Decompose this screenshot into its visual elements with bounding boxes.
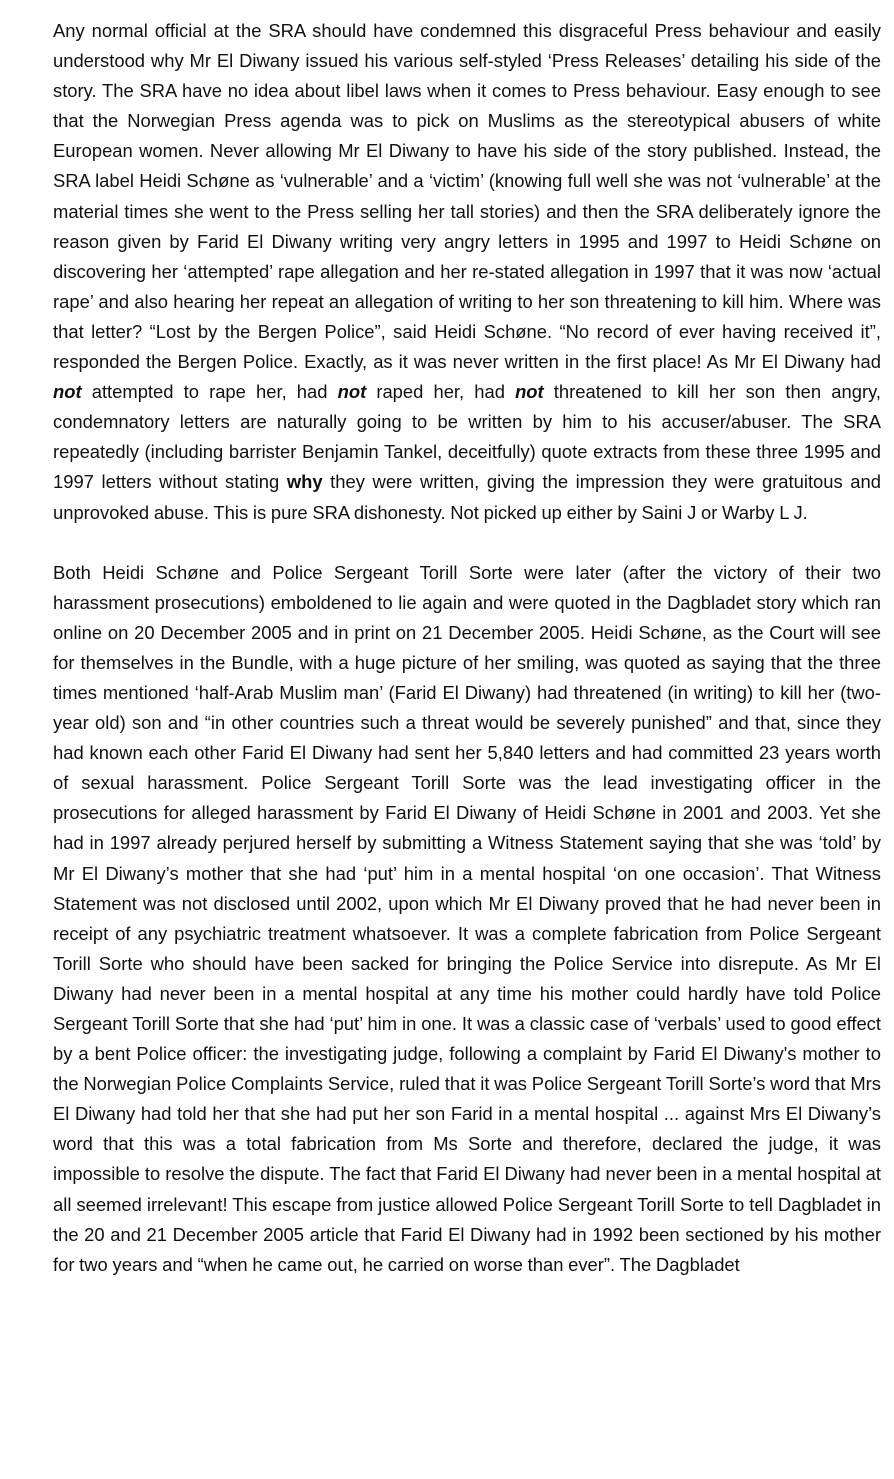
emphasis-not-2: not	[337, 381, 367, 403]
paragraph-1-text-5: they were written, giving the impression they were gratuitous and unprovoked abuse. This is pure SRA dishonesty. Not picked up either by Saini J or Warby L J.	[53, 471, 881, 523]
emphasis-why: why	[286, 471, 323, 493]
paragraph-1-text-3: raped her, had	[366, 381, 516, 403]
emphasis-not-3: not	[515, 381, 544, 403]
paragraph-1-text-1: Any normal official at the SRA should have condemned this disgraceful Press behaviour and easily understood why Mr El Diwany issued his various self-styled ‘Press Releases’ detailing his side of the story. The SRA have no idea about libel laws when it comes to Press behaviour. Easy enough to see that the Norwegian Press agenda was to pick on Muslims as the stereotypical abusers of white European women. Never allowing Mr El Diwany to have his side of the story published. Instead, the SRA label Heidi Schøne as ‘vulnerable’ and a ‘victim’ (knowing full well she was not ‘vulnerable’ at the material times she went to the Press selling her tall stories) and then the SRA deliberately ignore the reason given by Farid El Diwany writing very angry letters in 1995 and 1997 to Heidi Schøne on discovering her ‘attempted’ rape allegation and her re-stated allegation in 1997 that it was now ‘actual rape’ and also hearing her repeat an allegation of writing to her son threatening to kill him. Where was that letter? “Lost by the Bergen Police”, said Heidi Schøne. “No record of ever having received it”, responded the Bergen Police. Exactly, as it was never written in the first place! As Mr El Diwany had	[53, 20, 881, 373]
paragraph-1	[53, 16, 881, 528]
paragraph-1-text-4: threatened to kill her son then angry, condemnatory letters are naturally going to be written by him to his accuser/abuser. The SRA repeatedly (including barrister Benjamin Tankel, deceitfully) quote extracts from these three 1995 and 1997 letters without stating	[53, 381, 882, 493]
paragraph-1-text-2: attempted to rape her, had	[81, 381, 338, 403]
paragraph-2: Both Heidi Schøne and Police Sergeant Torill Sorte were later (after the victory of their two harassment prosecutions) emboldened to lie again and were quoted in the Dagbladet story which ran online on 20 December 2005 and in print on 21 December 2005. Heidi Schøne, as the Court will see for themselves in the Bundle, with a huge picture of her smiling, was quoted as saying that the three times mentioned ‘half-Arab Muslim man’ (Farid El Diwany) had threatened (in writing) to kill her (two-year old) son and “in other countries such a threat would be severely punished” and that, since they had known each other Farid El Diwany had sent her 5,840 letters and had committed 23 years worth of sexual harassment. Police Sergeant Torill Sorte was the lead investigating officer in the prosecutions for alleged harassment by Farid El Diwany of Heidi Schøne in 2001 and 2003. Yet she had in 1997 already perjured herself by submitting a Witness Statement saying that she was ‘told’ by Mr El Diwany’s mother that she had ‘put’ him in a mental hospital ‘on one occasion’. That Witness Statement was not disclosed until 2002, upon which Mr El Diwany proved that he had never been in receipt of any psychiatric treatment whatsoever. It was a complete fabrication from Police Sergeant Torill Sorte who should have been sacked for bringing the Police Service into disrepute. As Mr El Diwany had never been in a mental hospital at any time his mother could hardly have told Police Sergeant Torill Sorte that she had ‘put’ him in one. It was a classic case of ‘verbals’ used to good effect by a bent Police officer: the investigating judge, following a complaint by Farid El Diwany's mother to the Norwegian Police Complaints Service, ruled that it was Police Sergeant Torill Sorte’s word that Mrs El Diwany had told her that she had put her son Farid in a mental hospital ... against Mrs El Diwany’s word that this was a total fabrication from Ms Sorte and therefore, declared the judge, it was impossible to resolve the dispute. The fact that Farid El Diwany had never been in a mental hospital at all seemed irrelevant! This escape from justice allowed Police Sergeant Torill Sorte to tell Dagbladet in the 20 and 21 December 2005 article that Farid El Diwany had in 1992 been sectioned by his mother for two years and “when he came out, he carried on worse than ever”. The Dagbladet	[53, 561, 881, 1275]
emphasis-not-1: not	[53, 381, 82, 403]
